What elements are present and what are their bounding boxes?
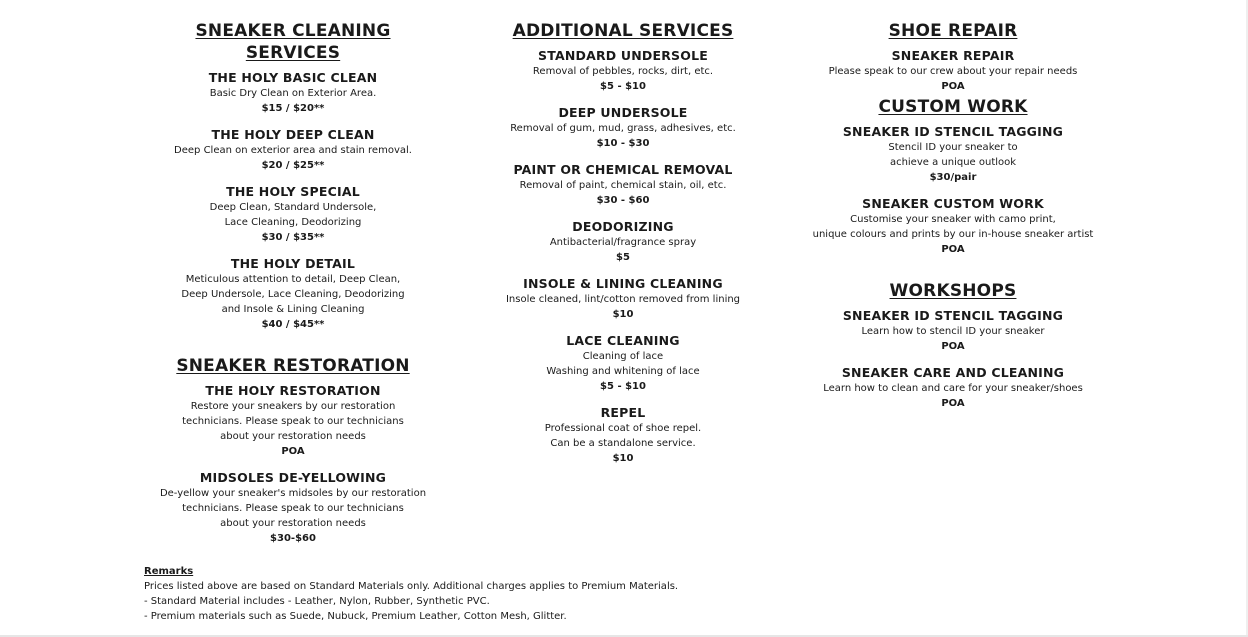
service-item [498, 333, 748, 394]
service-desc: about your restoration needs [220, 431, 366, 442]
service-price: $40 / $45** [261, 319, 325, 330]
service-name: SNEAKER CUSTOM WORK [862, 196, 1044, 211]
service-price: $15 / $20** [261, 103, 325, 114]
service-desc: Removal of gum, mud, grass, adhesives, etc. [510, 123, 736, 134]
service-desc: and Insole & Lining Cleaning [221, 304, 365, 315]
service-item [498, 219, 748, 265]
service-item [803, 308, 1103, 354]
service-desc: De-yellow your sneaker's midsoles by our restoration [159, 488, 427, 499]
service-desc: Can be a standalone service. [550, 438, 696, 449]
service-desc: Removal of paint, chemical stain, oil, etc. [519, 180, 727, 191]
service-item [148, 383, 438, 459]
service-name: PAINT OR CHEMICAL REMOVAL [513, 162, 733, 177]
service-desc: Removal of pebbles, rocks, dirt, etc. [532, 66, 714, 77]
service-desc: Professional coat of shoe repel. [544, 423, 702, 434]
service-desc: Learn how to stencil ID your sneaker [861, 326, 1045, 337]
service-item [498, 405, 748, 466]
service-desc: Please speak to our crew about your repair needs [828, 66, 1078, 77]
section-title-workshops: WORKSHOPS [889, 281, 1017, 301]
service-desc: Deep Undersole, Lace Cleaning, Deodorizing [181, 289, 405, 300]
remarks-line: - Standard Material includes - Leather, Nylon, Rubber, Synthetic PVC. [144, 596, 490, 607]
service-desc: Basic Dry Clean on Exterior Area. [209, 88, 377, 99]
service-name: THE HOLY DEEP CLEAN [211, 127, 375, 142]
service-desc: technicians. Please speak to our technicians [182, 416, 404, 427]
service-name: THE HOLY SPECIAL [226, 184, 360, 199]
service-item [148, 127, 438, 173]
section-title-restoration: SNEAKER RESTORATION [176, 356, 410, 376]
service-price: $5 - $10 [600, 81, 646, 92]
service-price: $10 - $30 [596, 138, 650, 149]
service-name: DEODORIZING [572, 219, 674, 234]
service-price: $10 [612, 453, 634, 464]
service-desc: Lace Cleaning, Deodorizing [224, 217, 362, 228]
service-name: INSOLE & LINING CLEANING [523, 276, 723, 291]
service-name: THE HOLY DETAIL [230, 256, 356, 271]
service-item [148, 256, 438, 332]
service-price: $5 - $10 [600, 381, 646, 392]
service-item [148, 470, 438, 546]
service-name: MIDSOLES DE-YELLOWING [199, 470, 387, 485]
section-spacer [148, 343, 438, 355]
service-desc: about your restoration needs [220, 518, 366, 529]
service-price: POA [281, 446, 305, 457]
service-desc: unique colours and prints by our in-house sneaker artist [812, 229, 1094, 240]
service-price: POA [941, 398, 965, 409]
section-title-cleaning: SNEAKER CLEANING SERVICES [195, 21, 391, 63]
service-name: THE HOLY RESTORATION [205, 383, 381, 398]
service-desc: Stencil ID your sneaker to [888, 142, 1018, 153]
section-title-shoe-repair: SHOE REPAIR [888, 21, 1018, 41]
service-desc: Washing and whitening of lace [546, 366, 700, 377]
service-price: $30/pair [929, 172, 977, 183]
service-name: STANDARD UNDERSOLE [538, 48, 708, 63]
remarks-line: - Premium materials such as Suede, Nubuck, Premium Leather, Cotton Mesh, Glitter. [144, 611, 567, 622]
section-title-custom-work: CUSTOM WORK [878, 97, 1028, 117]
service-price: $20 / $25** [261, 160, 325, 171]
service-desc: Insole cleaned, lint/cotton removed from lining [505, 294, 741, 305]
service-price: $30 - $60 [596, 195, 650, 206]
service-desc: Antibacterial/fragrance spray [549, 237, 697, 248]
service-desc: achieve a unique outlook [889, 157, 1017, 168]
column-repair-custom-workshops [803, 20, 1103, 422]
service-item [148, 70, 438, 116]
service-desc: Customise your sneaker with camo print, [850, 214, 1056, 225]
service-item [498, 162, 748, 208]
service-desc: Learn how to clean and care for your sneaker/shoes [823, 383, 1083, 394]
column-cleaning-restoration [148, 20, 438, 557]
remarks-title: Remarks [144, 566, 194, 577]
service-price: $30 / $35** [261, 232, 325, 243]
service-name: SNEAKER ID STENCIL TAGGING [842, 308, 1064, 323]
remarks-line: Prices listed above are based on Standard Materials only. Additional charges applies to Premium Materials. [144, 581, 679, 592]
service-item [148, 184, 438, 245]
section-spacer [803, 268, 1103, 280]
service-desc: Deep Clean on exterior area and stain removal. [174, 145, 412, 156]
remarks-block [144, 564, 844, 624]
service-name: SNEAKER CARE AND CLEANING [841, 365, 1065, 380]
service-desc: Restore your sneakers by our restoration [190, 401, 396, 412]
service-price: $10 [612, 309, 634, 320]
service-name: REPEL [600, 405, 646, 420]
service-name: THE HOLY BASIC CLEAN [208, 70, 378, 85]
service-name: DEEP UNDERSOLE [558, 105, 688, 120]
service-name: SNEAKER REPAIR [891, 48, 1015, 63]
service-desc: Cleaning of lace [582, 351, 664, 362]
service-price: POA [941, 244, 965, 255]
service-item [498, 48, 748, 94]
service-name: LACE CLEANING [566, 333, 680, 348]
service-desc: Deep Clean, Standard Undersole, [209, 202, 377, 213]
section-title-additional: ADDITIONAL SERVICES [512, 21, 734, 41]
service-item [803, 124, 1103, 185]
service-item [498, 105, 748, 151]
service-price: $30-$60 [270, 533, 316, 544]
service-item [803, 365, 1103, 411]
service-price: POA [941, 341, 965, 352]
service-desc: Meticulous attention to detail, Deep Clean, [185, 274, 401, 285]
service-name: SNEAKER ID STENCIL TAGGING [842, 124, 1064, 139]
column-additional-services [498, 20, 748, 477]
service-desc: technicians. Please speak to our technicians [182, 503, 404, 514]
service-item [498, 276, 748, 322]
service-item [803, 48, 1103, 94]
service-price: $5 [616, 252, 630, 263]
service-price: POA [941, 81, 965, 92]
service-item [803, 196, 1103, 257]
